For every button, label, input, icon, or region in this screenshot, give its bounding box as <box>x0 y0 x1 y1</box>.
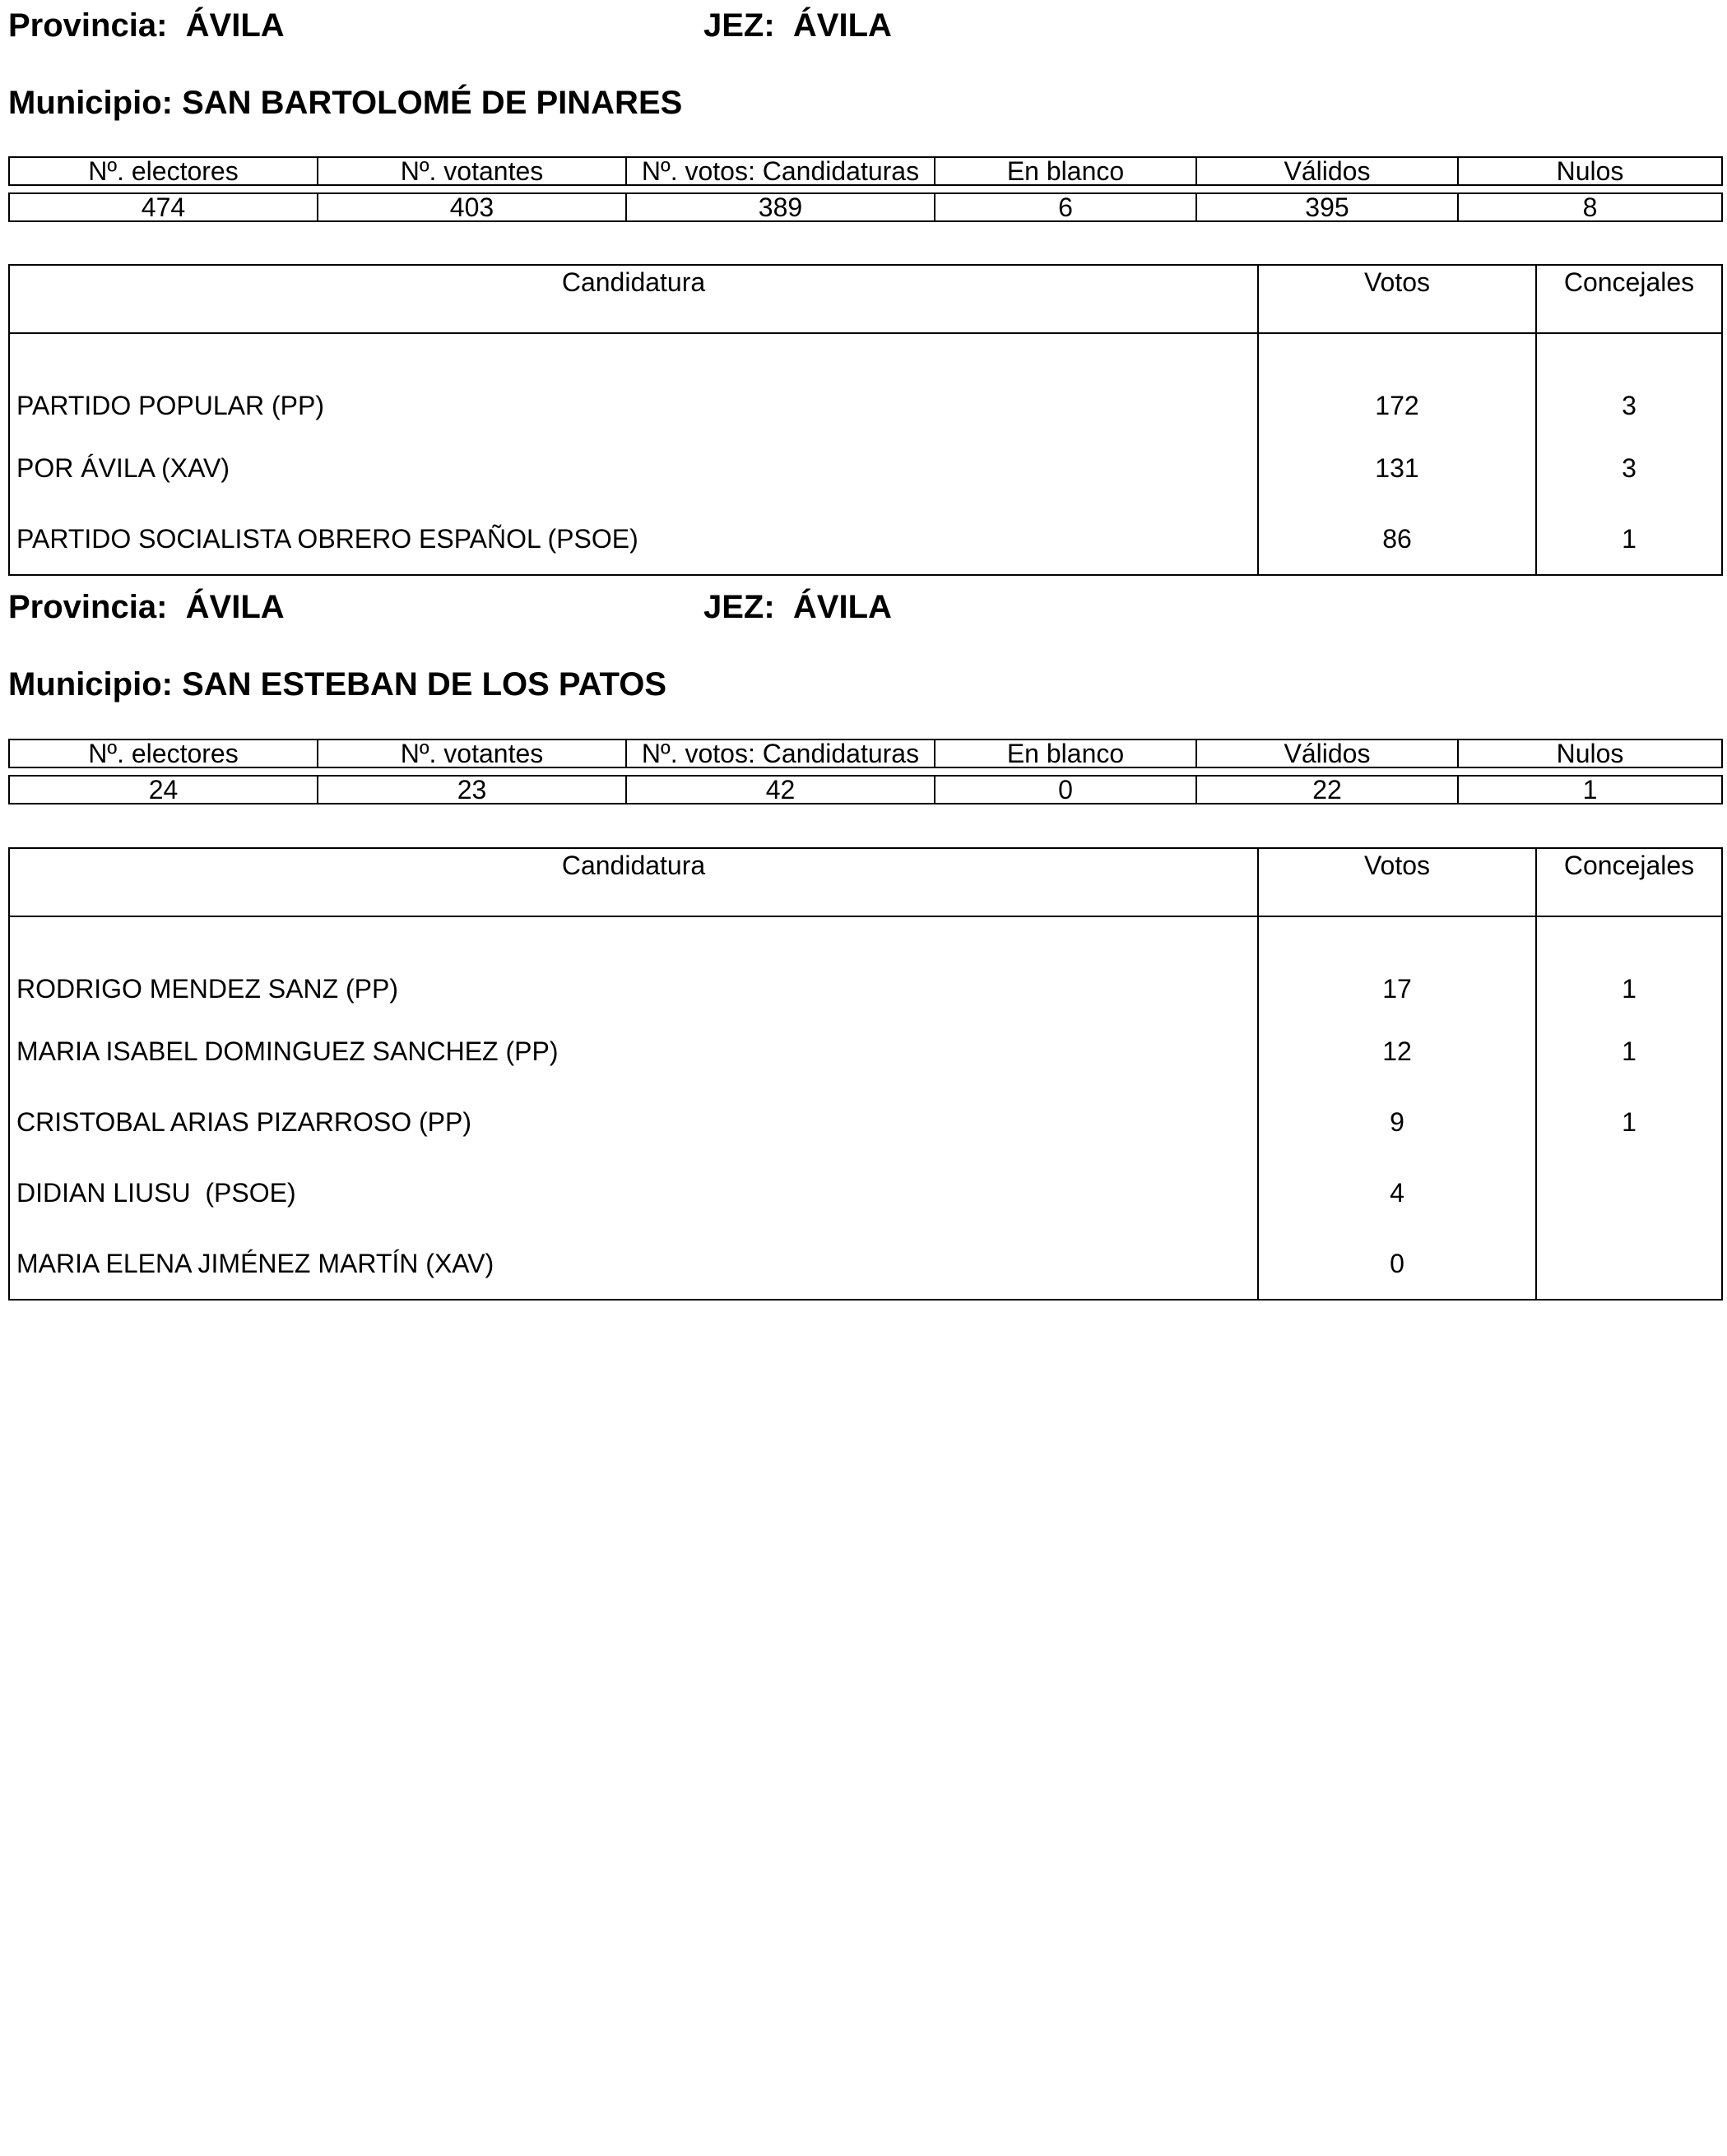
candidate-name: MARIA ELENA JIMÉNEZ MARTÍN (XAV) <box>9 1228 1258 1300</box>
stats-header-cell: Nº. votantes <box>318 157 626 185</box>
candidate-concejales: 1 <box>1536 916 1722 1016</box>
candidate-votos: 0 <box>1258 1228 1536 1300</box>
concejales-header: Concejales <box>1536 265 1722 333</box>
candidate-name: MARIA ISABEL DOMINGUEZ SANCHEZ (PP) <box>9 1016 1258 1087</box>
candidate-name: RODRIGO MENDEZ SANZ (PP) <box>9 916 1258 1016</box>
municipio-heading <box>8 665 666 703</box>
provincia-heading <box>8 588 285 626</box>
table-row <box>9 1087 1722 1157</box>
stats-header-cell: En blanco <box>935 740 1196 767</box>
municipio-heading <box>8 84 682 122</box>
stats-value-cell: 24 <box>9 776 318 804</box>
table-row <box>9 916 1722 1016</box>
candidate-name: PARTIDO SOCIALISTA OBRERO ESPAÑOL (PSOE) <box>9 503 1258 575</box>
stats-header-cell: Nulos <box>1458 740 1722 767</box>
municipio-value: SAN BARTOLOMÉ DE PINARES <box>182 85 683 121</box>
jez-label: JEZ: <box>703 7 775 44</box>
jez-value: ÁVILA <box>792 589 892 625</box>
municipio-label: Municipio: <box>8 666 173 702</box>
stats-value-row <box>9 193 1722 221</box>
provincia-label: Provincia: <box>8 589 168 625</box>
candidate-votos: 12 <box>1258 1016 1536 1087</box>
stats-header-cell: Nº. votantes <box>318 740 626 767</box>
candidate-votos: 9 <box>1258 1087 1536 1157</box>
stats-value-cell: 395 <box>1196 193 1458 221</box>
stats-value-cell: 403 <box>318 193 626 221</box>
candidate-votos: 131 <box>1258 433 1536 503</box>
candidaturas-header-row <box>9 848 1722 916</box>
concejales-header: Concejales <box>1536 848 1722 916</box>
table-row <box>9 333 1722 433</box>
candidate-concejales: 1 <box>1536 1087 1722 1157</box>
candidate-concejales <box>1536 1228 1722 1300</box>
stats-table <box>8 156 1723 222</box>
stats-value-cell: 0 <box>935 776 1196 804</box>
stats-value-cell: 1 <box>1458 776 1722 804</box>
stats-header-cell: Nº. votos: Candidaturas <box>626 157 935 185</box>
jez-value: ÁVILA <box>792 7 892 44</box>
table-row <box>9 1016 1722 1087</box>
stats-header-row <box>9 157 1722 185</box>
table-row <box>9 503 1722 575</box>
stats-value-cell: 42 <box>626 776 935 804</box>
candidate-name: PARTIDO POPULAR (PP) <box>9 333 1258 433</box>
provincia-value: ÁVILA <box>185 589 285 625</box>
stats-table <box>8 739 1723 804</box>
table-row <box>9 1157 1722 1228</box>
candidaturas-table <box>8 847 1723 1301</box>
candidate-votos: 86 <box>1258 503 1536 575</box>
candidaturas-table <box>8 264 1723 576</box>
candidate-votos: 17 <box>1258 916 1536 1016</box>
candidate-concejales <box>1536 1157 1722 1228</box>
candidate-concejales: 3 <box>1536 333 1722 433</box>
stats-header-cell: Nº. electores <box>9 157 318 185</box>
provincia-label: Provincia: <box>8 7 168 44</box>
candidate-votos: 172 <box>1258 333 1536 433</box>
stats-value-cell: 23 <box>318 776 626 804</box>
table-row <box>9 1228 1722 1300</box>
votos-header: Votos <box>1258 265 1536 333</box>
votos-header: Votos <box>1258 848 1536 916</box>
table-row <box>9 433 1722 503</box>
stats-value-row <box>9 776 1722 804</box>
candidaturas-header-row <box>9 265 1722 333</box>
municipio-label: Municipio: <box>8 85 173 121</box>
jez-label: JEZ: <box>703 589 775 625</box>
provincia-value: ÁVILA <box>185 7 285 44</box>
candidate-concejales: 1 <box>1536 503 1722 575</box>
stats-header-cell: Nulos <box>1458 157 1722 185</box>
stats-header-cell: Válidos <box>1196 740 1458 767</box>
jez-heading <box>703 588 892 626</box>
stats-value-cell: 8 <box>1458 193 1722 221</box>
stats-header-cell: Nº. electores <box>9 740 318 767</box>
stats-header-cell: Válidos <box>1196 157 1458 185</box>
candidatura-header: Candidatura <box>9 265 1258 333</box>
candidate-name: CRISTOBAL ARIAS PIZARROSO (PP) <box>9 1087 1258 1157</box>
candidatura-header: Candidatura <box>9 848 1258 916</box>
candidate-concejales: 3 <box>1536 433 1722 503</box>
stats-header-row <box>9 740 1722 767</box>
stats-value-cell: 389 <box>626 193 935 221</box>
candidate-name: POR ÁVILA (XAV) <box>9 433 1258 503</box>
candidate-votos: 4 <box>1258 1157 1536 1228</box>
stats-header-cell: En blanco <box>935 157 1196 185</box>
stats-value-cell: 6 <box>935 193 1196 221</box>
provincia-heading <box>8 7 285 44</box>
jez-heading <box>703 7 892 44</box>
candidate-concejales: 1 <box>1536 1016 1722 1087</box>
municipio-value: SAN ESTEBAN DE LOS PATOS <box>182 666 667 702</box>
stats-value-cell: 22 <box>1196 776 1458 804</box>
stats-value-cell: 474 <box>9 193 318 221</box>
stats-header-cell: Nº. votos: Candidaturas <box>626 740 935 767</box>
candidate-name: DIDIAN LIUSU (PSOE) <box>9 1157 1258 1228</box>
